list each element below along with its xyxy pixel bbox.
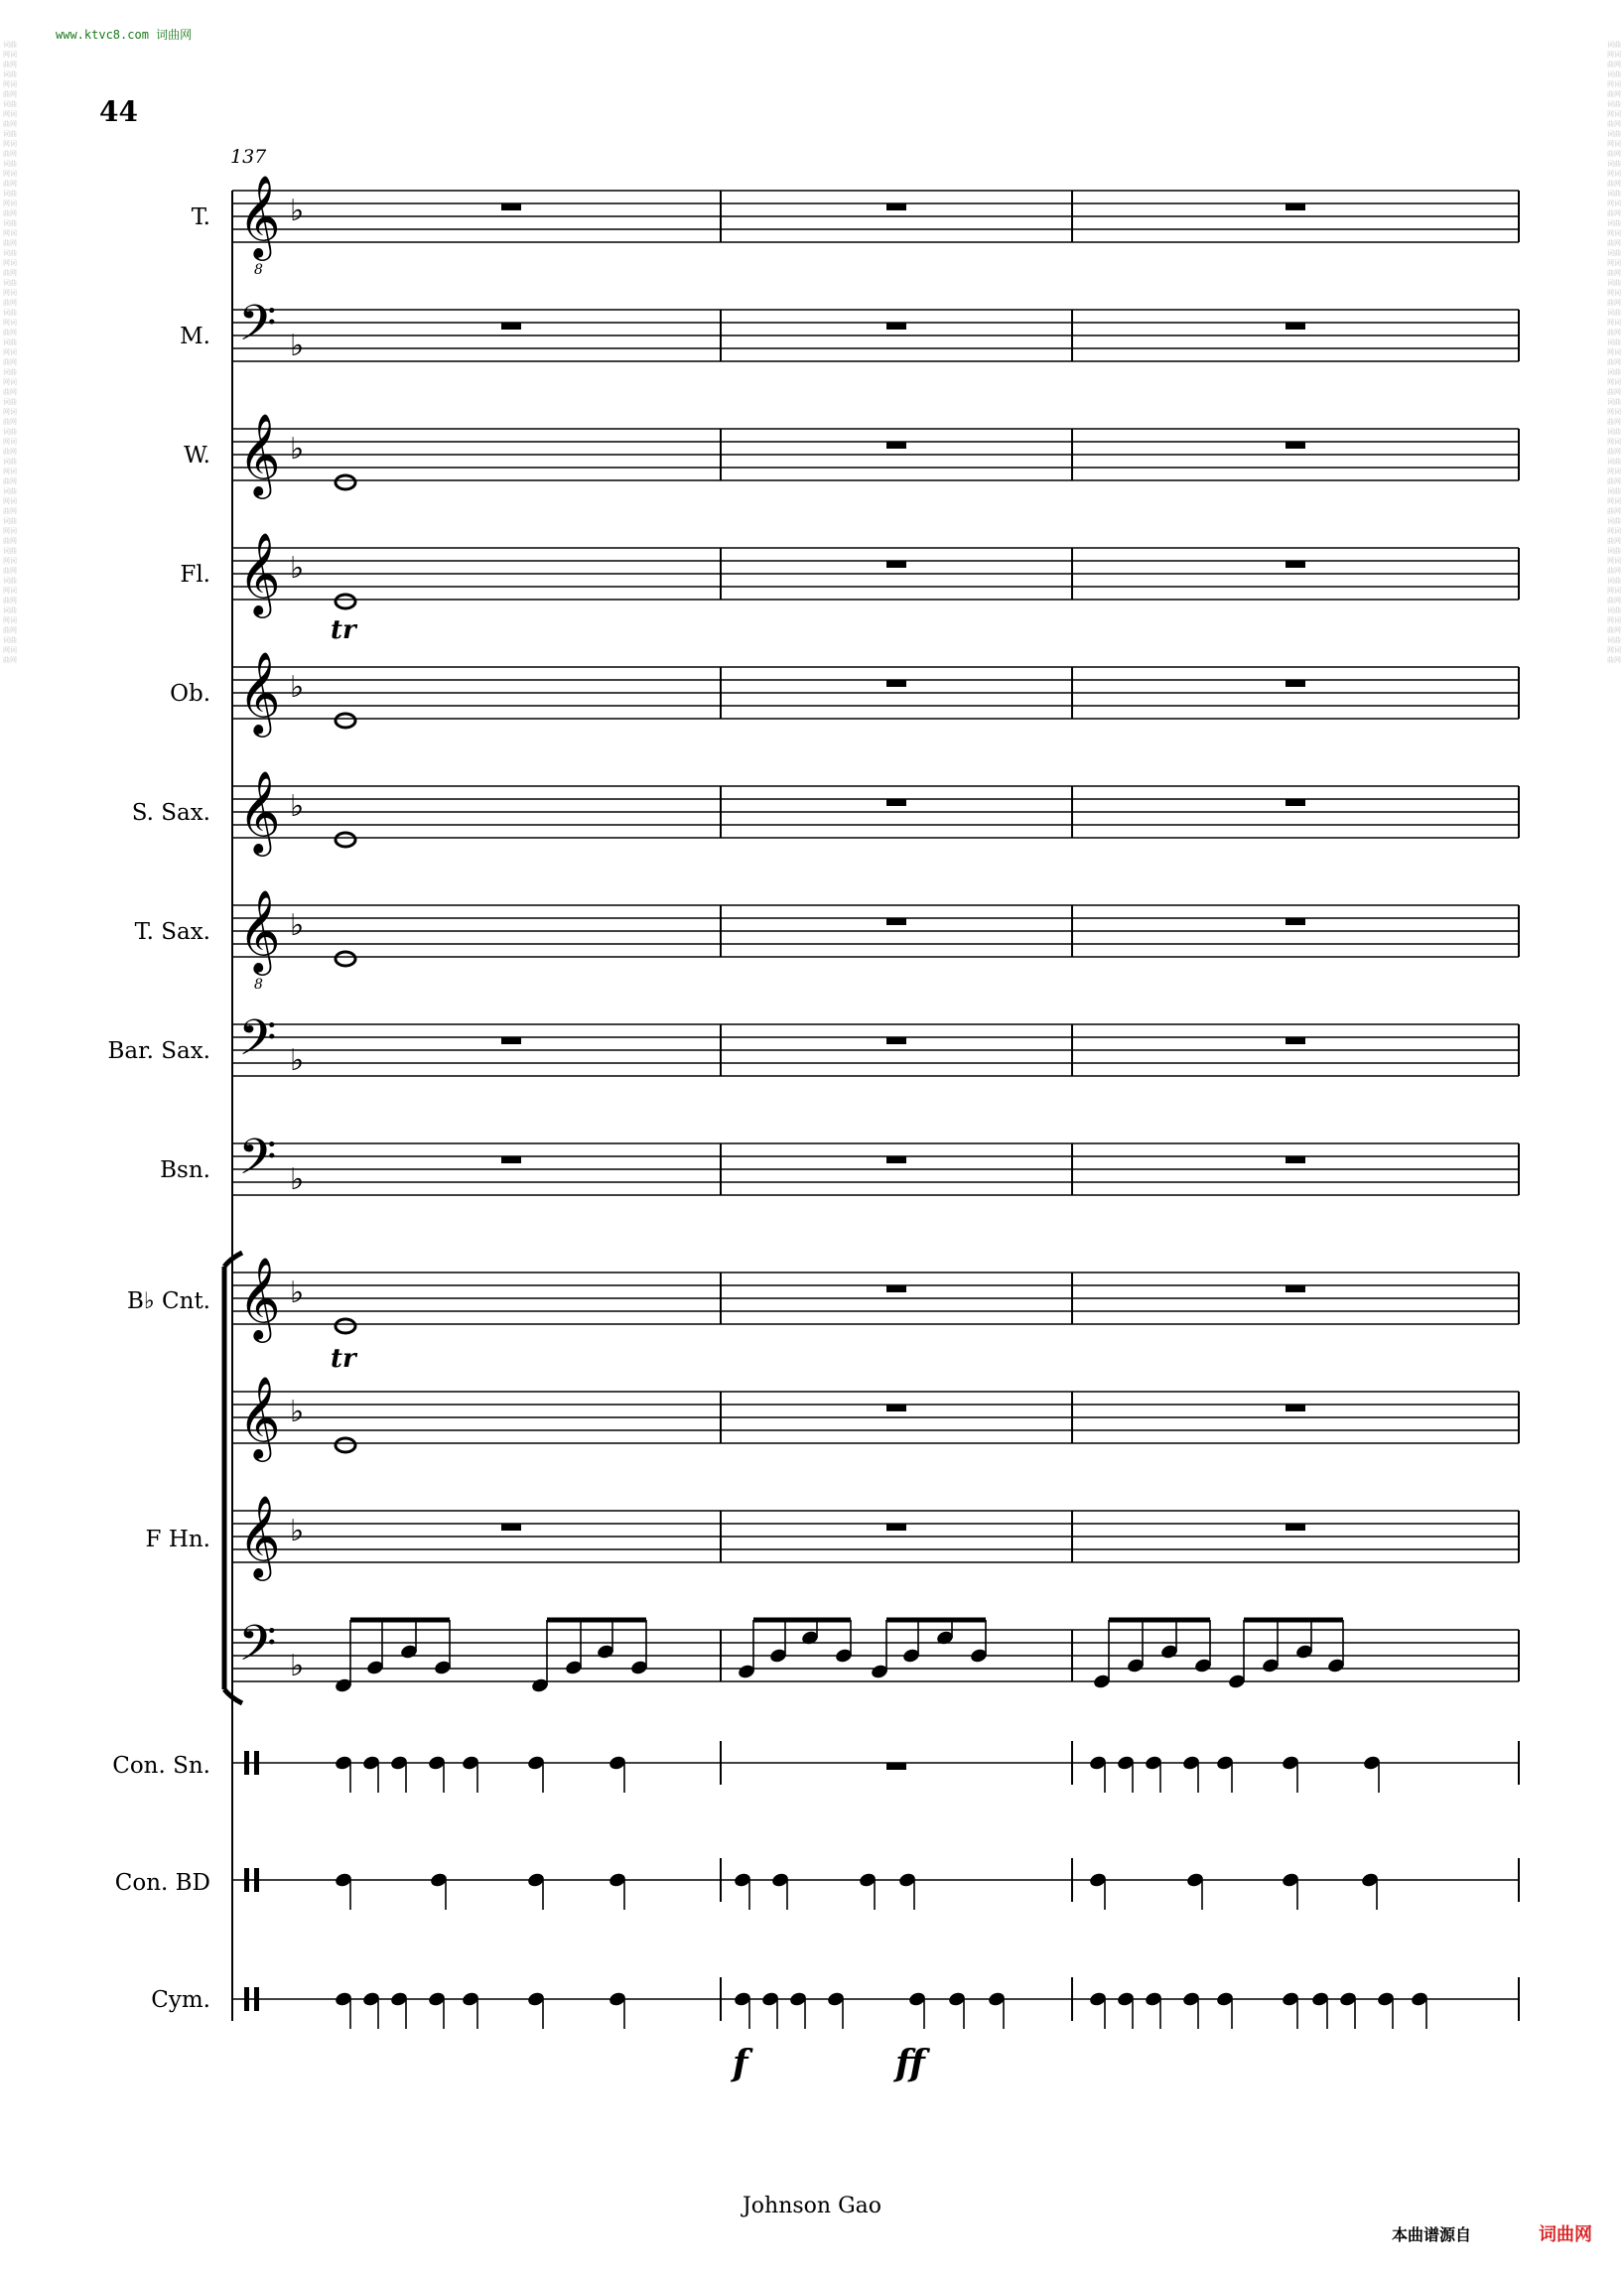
whole-note bbox=[336, 1438, 355, 1452]
whole-rest bbox=[886, 1037, 906, 1044]
whole-rest bbox=[501, 1037, 521, 1044]
whole-note bbox=[336, 475, 355, 489]
staff-label-cornet: B♭ Cnt. bbox=[126, 1288, 210, 1314]
rests bbox=[501, 203, 1305, 1770]
watermark-left: 词曲网词曲网词曲网词曲网词曲网词曲网词曲网词曲网词曲网词曲网词曲网词曲网词曲网词曲网词曲网词曲网词曲网词曲网词曲网词曲网词曲网词曲网词曲网词曲网词曲网词曲网词曲网词曲网词曲网词曲网词曲网词曲网词曲网词曲网词曲网词曲网词曲网词曲网词曲网词曲网词曲网词曲网 bbox=[3, 41, 17, 664]
staff-label-bassoon: Bsn. bbox=[160, 1157, 210, 1183]
composer-name: Johnson Gao bbox=[742, 2194, 882, 2218]
whole-rest bbox=[1286, 1037, 1305, 1044]
whole-rest bbox=[1286, 1285, 1305, 1292]
whole-rest bbox=[1286, 203, 1305, 210]
octave-marker: 8 bbox=[254, 262, 263, 278]
flat-key-signature: ♭ bbox=[290, 1649, 305, 1683]
staff-label-soprano-sax: S. Sax. bbox=[131, 800, 210, 826]
bass-clef-icon: 𝄢 bbox=[238, 295, 277, 364]
treble-clef-icon: 𝄞 bbox=[238, 1256, 281, 1339]
whole-rest bbox=[501, 323, 521, 330]
octave-marker: 8 bbox=[254, 977, 263, 993]
treble-clef-icon: 𝄞 bbox=[238, 531, 281, 614]
whole-rest bbox=[886, 561, 906, 568]
trill-marking-flute: tr bbox=[331, 615, 356, 645]
percussion-clef-icon bbox=[254, 1987, 259, 2011]
percussion-clef-icon bbox=[244, 1868, 249, 1892]
whole-note bbox=[336, 833, 355, 847]
staff-label-tenor: T. bbox=[191, 204, 210, 230]
notes bbox=[334, 475, 1428, 2029]
percussion-clef-icon bbox=[254, 1868, 259, 1892]
treble-clef-icon: 𝄞 bbox=[238, 888, 281, 972]
whole-rest bbox=[886, 1285, 906, 1292]
whole-rest bbox=[886, 203, 906, 210]
flat-key-signature: ♭ bbox=[290, 432, 305, 467]
whole-rest bbox=[501, 1156, 521, 1163]
flat-key-signature: ♭ bbox=[290, 1395, 305, 1429]
staff-label-bass-drum: Con. BD bbox=[114, 1870, 210, 1896]
whole-note bbox=[336, 1319, 355, 1333]
whole-note bbox=[336, 714, 355, 728]
whole-rest bbox=[886, 1405, 906, 1411]
whole-rest bbox=[501, 1524, 521, 1531]
dynamic-fortissimo: ff bbox=[895, 2043, 925, 2084]
whole-rest bbox=[886, 323, 906, 330]
flat-key-signature: ♭ bbox=[290, 908, 305, 943]
whole-rest bbox=[886, 680, 906, 687]
treble-clef-icon: 𝄞 bbox=[238, 650, 281, 734]
staff-label-oboe: Ob. bbox=[170, 681, 210, 707]
whole-rest bbox=[886, 1156, 906, 1163]
whole-rest bbox=[886, 1763, 906, 1770]
whole-rest bbox=[1286, 442, 1305, 449]
staff-label-w: W. bbox=[184, 443, 210, 469]
whole-rest bbox=[886, 442, 906, 449]
treble-clef-icon: 𝄞 bbox=[238, 174, 281, 257]
flat-key-signature: ♭ bbox=[290, 1514, 305, 1548]
staff-label-flute: Fl. bbox=[180, 562, 210, 588]
flat-key-signature: ♭ bbox=[290, 329, 305, 363]
whole-rest bbox=[1286, 561, 1305, 568]
source-label: 本曲谱源自 bbox=[1392, 2225, 1472, 2244]
site-url[interactable]: www.ktvc8.com 词曲网 bbox=[56, 28, 193, 42]
whole-rest bbox=[1286, 918, 1305, 925]
page-number: 44 bbox=[99, 95, 138, 128]
whole-rest bbox=[1286, 1156, 1305, 1163]
source-brand-link[interactable]: 词曲网 bbox=[1539, 2224, 1592, 2245]
whole-rest bbox=[886, 918, 906, 925]
staff-label-m: M. bbox=[180, 324, 210, 349]
whole-rest bbox=[1286, 1405, 1305, 1411]
trill-marking-cornet: tr bbox=[331, 1344, 356, 1374]
whole-note bbox=[336, 952, 355, 966]
dynamic-forte: f bbox=[733, 2043, 748, 2084]
flat-key-signature: ♭ bbox=[290, 1043, 305, 1078]
bass-clef-icon: 𝄢 bbox=[238, 1615, 277, 1684]
whole-note bbox=[336, 595, 355, 608]
treble-clef-icon: 𝄞 bbox=[238, 412, 281, 495]
clefs bbox=[238, 174, 304, 2011]
flat-key-signature: ♭ bbox=[290, 1162, 305, 1197]
whole-rest bbox=[1286, 799, 1305, 806]
measure-number: 137 bbox=[230, 146, 267, 168]
percussion-clef-icon bbox=[254, 1751, 259, 1775]
whole-rest bbox=[886, 1524, 906, 1531]
flat-key-signature: ♭ bbox=[290, 1275, 305, 1310]
whole-rest bbox=[501, 203, 521, 210]
staff-label-baritone-sax: Bar. Sax. bbox=[107, 1038, 210, 1064]
staff-label-horn: F Hn. bbox=[145, 1527, 210, 1552]
staff-label-tenor-sax: T. Sax. bbox=[134, 919, 210, 945]
treble-clef-icon: 𝄞 bbox=[238, 1494, 281, 1577]
flat-key-signature: ♭ bbox=[290, 789, 305, 824]
flat-key-signature: ♭ bbox=[290, 551, 305, 586]
staff-label-snare: Con. Sn. bbox=[112, 1753, 210, 1779]
treble-clef-icon: 𝄞 bbox=[238, 1375, 281, 1458]
treble-clef-icon: 𝄞 bbox=[238, 769, 281, 853]
staff-lines bbox=[232, 191, 1519, 1999]
watermark-right: 词曲网词曲网词曲网词曲网词曲网词曲网词曲网词曲网词曲网词曲网词曲网词曲网词曲网词曲网词曲网词曲网词曲网词曲网词曲网词曲网词曲网词曲网词曲网词曲网词曲网词曲网词曲网词曲网词曲网词曲网词曲网词曲网词曲网词曲网词曲网词曲网词曲网词曲网词曲网词曲网词曲网词曲网 bbox=[1607, 41, 1621, 664]
whole-rest bbox=[1286, 680, 1305, 687]
percussion-clef-icon bbox=[244, 1751, 249, 1775]
whole-rest bbox=[886, 799, 906, 806]
staff-label-cymbal: Cym. bbox=[151, 1987, 210, 2013]
bass-clef-icon: 𝄢 bbox=[238, 1009, 277, 1079]
whole-rest bbox=[1286, 323, 1305, 330]
barlines bbox=[224, 191, 1519, 2021]
bass-clef-icon: 𝄢 bbox=[238, 1129, 277, 1198]
whole-rest bbox=[1286, 1524, 1305, 1531]
flat-key-signature: ♭ bbox=[290, 194, 305, 228]
flat-key-signature: ♭ bbox=[290, 670, 305, 705]
percussion-clef-icon bbox=[244, 1987, 249, 2011]
